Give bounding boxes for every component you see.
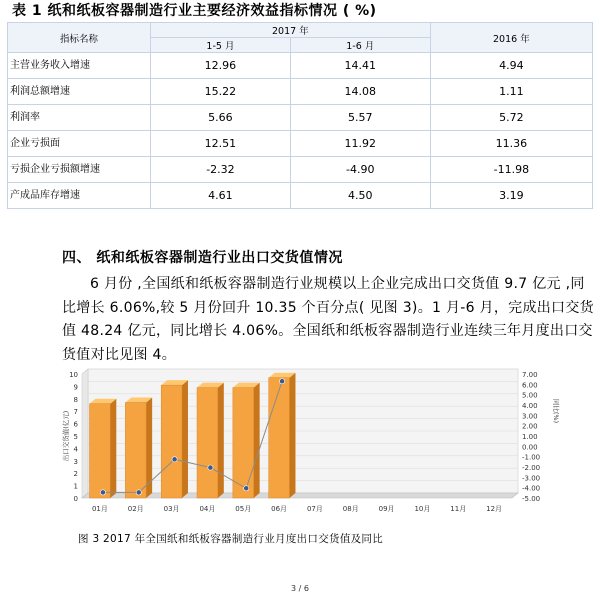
cell-value: 14.41 bbox=[290, 53, 430, 79]
x-tick-label: 06月 bbox=[271, 505, 288, 513]
bar-side bbox=[182, 380, 188, 498]
cell-value: -2.32 bbox=[151, 157, 291, 183]
chart-side-wall bbox=[82, 369, 88, 498]
cell-value: 5.57 bbox=[290, 105, 430, 131]
cell-value: 11.92 bbox=[290, 131, 430, 157]
bar bbox=[90, 404, 111, 498]
x-tick-label: 05月 bbox=[235, 505, 252, 513]
body-paragraph: 6 月份 ,全国纸和纸板容器制造行业规模以上企业完成出口交货值 9.7 亿元 ,同比增长 6.06%,较 5 月份回升 10.35 个百分点( 见图 3)。1 月-6 月，完成出口交货值 48.24 亿元，同比增长 4.06%。全国纸和纸板容器制造行业连续三年月度出口交货值对比见图 4。 bbox=[62, 276, 594, 363]
y2-tick-label: 2.00 bbox=[522, 422, 538, 431]
y2-axis-title: 同比(%) bbox=[552, 398, 560, 424]
y-tick-label: 4 bbox=[73, 445, 78, 454]
row-label: 利润总额增速 bbox=[8, 79, 151, 105]
yoy-point bbox=[279, 379, 284, 384]
bar bbox=[269, 378, 290, 498]
x-tick-label: 10月 bbox=[414, 505, 431, 513]
y2-tick-label: 5.00 bbox=[522, 391, 538, 400]
bar bbox=[197, 388, 218, 498]
y2-tick-label: -2.00 bbox=[522, 464, 541, 472]
row-label: 利润率 bbox=[8, 105, 151, 131]
table-title: 表 1 纸和纸板容器制造行业主要经济效益指标情况 ( %) bbox=[12, 3, 377, 19]
figure-caption: 图 3 2017 年全国纸和纸板容器制造行业月度出口交货值及同比 bbox=[78, 533, 384, 545]
y-tick-label: 9 bbox=[73, 383, 78, 392]
y2-tick-label: 4.00 bbox=[522, 402, 538, 410]
header-2017: 2017 年 bbox=[151, 23, 431, 38]
yoy-point bbox=[208, 465, 213, 470]
cell-value: 12.51 bbox=[151, 131, 291, 157]
y-tick-label: 5 bbox=[73, 433, 78, 441]
cell-value: 5.72 bbox=[430, 105, 592, 131]
y-tick-label: 0 bbox=[73, 495, 78, 503]
cell-value: -4.90 bbox=[290, 157, 430, 183]
x-tick-label: 12月 bbox=[486, 505, 503, 513]
cell-value: 4.61 bbox=[151, 183, 291, 209]
table-row bbox=[8, 157, 593, 183]
y2-tick-label: -4.00 bbox=[522, 484, 541, 493]
yoy-point bbox=[244, 486, 249, 491]
yoy-point bbox=[136, 490, 141, 495]
cell-value: 4.94 bbox=[430, 53, 592, 79]
x-tick-label: 08月 bbox=[342, 505, 359, 513]
y2-tick-label: -1.00 bbox=[522, 453, 541, 462]
x-tick-label: 01月 bbox=[91, 505, 108, 513]
x-tick-label: 03月 bbox=[163, 505, 180, 513]
y-axis-title: 出口交货值(亿元) bbox=[62, 410, 70, 462]
x-tick-label: 07月 bbox=[306, 505, 323, 513]
cell-value: 15.22 bbox=[151, 79, 291, 105]
table-row bbox=[8, 131, 593, 157]
bar bbox=[161, 385, 182, 498]
bar-side bbox=[254, 383, 260, 498]
x-tick-label: 02月 bbox=[127, 505, 144, 513]
table-row bbox=[8, 79, 593, 105]
section-heading: 四、 纸和纸板容器制造行业出口交货值情况 bbox=[62, 250, 343, 266]
cell-value: 5.66 bbox=[151, 105, 291, 131]
row-label: 企业亏损面 bbox=[8, 131, 151, 157]
bar-side bbox=[218, 383, 224, 498]
yoy-point bbox=[100, 490, 105, 495]
x-tick-label: 11月 bbox=[450, 505, 467, 513]
y-tick-label: 6 bbox=[73, 420, 78, 429]
cell-value: 11.36 bbox=[430, 131, 592, 157]
cell-value: 14.08 bbox=[290, 79, 430, 105]
y2-tick-label: 0.00 bbox=[522, 443, 538, 452]
x-tick-label: 04月 bbox=[199, 505, 216, 513]
row-label: 主营业务收入增速 bbox=[8, 53, 151, 79]
table-row bbox=[8, 105, 593, 131]
cell-value: 1.11 bbox=[430, 79, 592, 105]
y-tick-label: 3 bbox=[73, 457, 78, 466]
page-number: 3 / 6 bbox=[291, 584, 309, 593]
table-row bbox=[8, 53, 593, 79]
x-tick-label: 09月 bbox=[378, 505, 395, 513]
y2-tick-label: 3.00 bbox=[522, 412, 538, 421]
cell-value: 4.50 bbox=[290, 183, 430, 209]
bar bbox=[233, 388, 254, 498]
cell-value: 12.96 bbox=[151, 53, 291, 79]
y2-tick-label: 1.00 bbox=[522, 433, 538, 441]
y2-tick-label: -3.00 bbox=[522, 474, 541, 483]
header-jan-may: 1-5 月 bbox=[151, 38, 291, 53]
row-label: 产成品库存增速 bbox=[8, 183, 151, 209]
bar bbox=[125, 403, 146, 498]
y-tick-label: 2 bbox=[73, 470, 78, 479]
bar-side bbox=[289, 373, 295, 498]
y2-tick-label: 6.00 bbox=[522, 381, 538, 390]
yoy-point bbox=[172, 457, 177, 462]
y-tick-label: 8 bbox=[73, 395, 78, 404]
chart-svg bbox=[60, 370, 560, 520]
y-tick-label: 7 bbox=[73, 408, 78, 417]
cell-value: -11.98 bbox=[430, 157, 592, 183]
table-row bbox=[8, 183, 593, 209]
export-value-chart bbox=[60, 370, 560, 520]
y-tick-label: 10 bbox=[69, 371, 78, 379]
row-label: 亏损企业亏损额增速 bbox=[8, 157, 151, 183]
y2-tick-label: 7.00 bbox=[522, 371, 538, 379]
bar-side bbox=[110, 399, 116, 498]
header-indicator: 指标名称 bbox=[8, 23, 151, 53]
y-tick-label: 1 bbox=[73, 482, 78, 491]
economic-indicators-table bbox=[7, 22, 593, 209]
cell-value: 3.19 bbox=[430, 183, 592, 209]
y2-tick-label: -5.00 bbox=[522, 495, 541, 503]
header-jan-jun: 1-6 月 bbox=[290, 38, 430, 53]
header-2016: 2016 年 bbox=[430, 23, 592, 53]
